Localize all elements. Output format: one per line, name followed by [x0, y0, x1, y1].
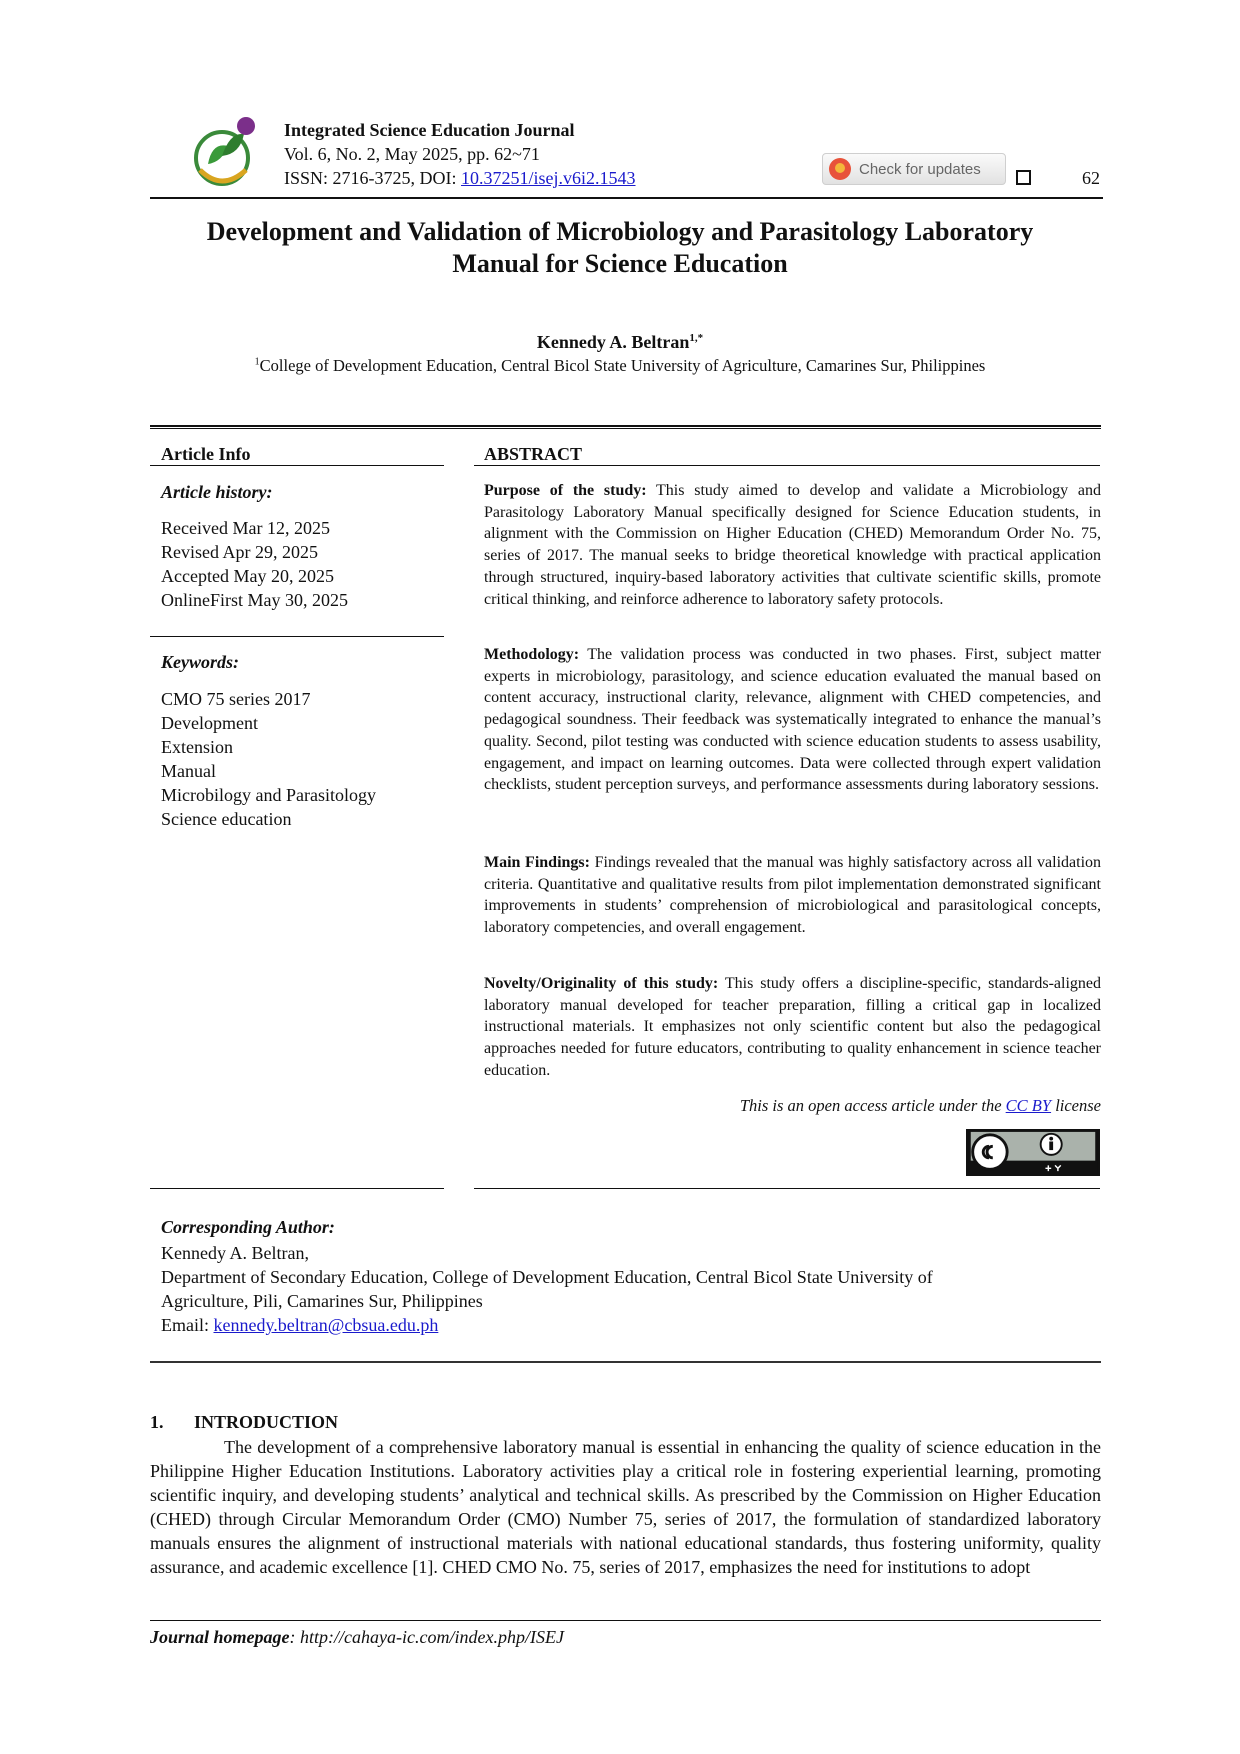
history-onlinefirst: OnlineFirst May 30, 2025	[161, 590, 348, 610]
keyword-item: Extension	[161, 737, 233, 757]
author-line	[140, 332, 1100, 353]
keywords-list	[161, 687, 376, 831]
page-number: 62	[1082, 168, 1100, 188]
open-access-notice	[484, 1096, 1101, 1116]
footer-label: Journal homepage	[150, 1627, 290, 1647]
abstract-heading: ABSTRACT	[484, 444, 583, 464]
header-rule	[150, 197, 1103, 199]
corresponding-dept-line-1: Department of Secondary Education, College of Development Education, Central Bicol State University of	[161, 1267, 933, 1287]
email-link[interactable]: kennedy.beltran@cbsua.edu.ph	[213, 1315, 439, 1335]
novelty-label: Novelty/Originality of this study:	[484, 975, 719, 992]
abstract-novelty	[484, 973, 1101, 1082]
license-suffix: license	[1051, 1096, 1101, 1115]
corresponding-name: Kennedy A. Beltran,	[161, 1243, 309, 1263]
keyword-item: Development	[161, 713, 258, 733]
history-received: Received Mar 12, 2025	[161, 518, 330, 538]
journal-logo-icon	[186, 112, 266, 192]
issn-text: ISSN: 2716-3725, DOI:	[284, 168, 462, 188]
abstract-rule	[474, 465, 1100, 466]
checkbox-square-icon	[1016, 170, 1031, 185]
journal-homepage-footer	[150, 1627, 564, 1648]
article-history-list	[161, 516, 348, 612]
corresponding-author-heading: Corresponding Author:	[161, 1217, 335, 1237]
article-info-rule	[150, 465, 444, 466]
keyword-item: CMO 75 series 2017	[161, 689, 311, 709]
keyword-item: Manual	[161, 761, 216, 781]
article-history-heading: Article history:	[161, 482, 273, 502]
crossmark-icon	[829, 158, 851, 180]
section-number: 1.	[150, 1412, 164, 1432]
footer-rule	[150, 1620, 1101, 1621]
license-prefix: This is an open access article under the	[739, 1096, 1006, 1115]
volume-line: Vol. 6, No. 2, May 2025, pp. 62~71	[284, 144, 540, 164]
abstract-methodology	[484, 644, 1101, 796]
author-name: Kennedy A. Beltran	[536, 332, 690, 352]
cc-by-link[interactable]: CC BY	[1005, 1096, 1052, 1115]
purpose-text: This study aimed to develop and validate a Microbiology and Parasitology Laboratory Manual specifically designed for Science Education students, in alignment with the Commission on Higher Education (CHED) Memorandum Order No. 75, series of 2017. The manual seeks to bridge theoretical knowledge with practical application through structured, inquiry-based laboratory activities that cultivate scientific skills, promote critical thinking, and reinforce adherence to laboratory safety protocols.	[484, 482, 1101, 608]
introduction-paragraph: The development of a comprehensive laboratory manual is essential in enhancing the quality of science education in the Philippine Higher Education Institutions. Laboratory activities play a critical role in fostering experiential learning, promoting scientific inquiry, and developing students’ analytical and technical skills. As prescribed by the Commission on Higher Education (CHED) through Circular Memorandum Order (CMO) Number 75, series of 2017, the formulation of standardized laboratory manuals ensures the alignment of instructional materials with national educational standards, thus fostering uniformity, quality assurance, and academic excellence [1]. CHED CMO No. 75, series of 2017, emphasizes the need for institutions to adopt	[150, 1437, 1101, 1577]
history-revised: Revised Apr 29, 2025	[161, 542, 318, 562]
abstract-purpose	[484, 480, 1101, 610]
check-for-updates-label: Check for updates	[859, 160, 981, 178]
author-sup: 1,*	[689, 332, 704, 344]
title-line-2: Manual for Science Education	[452, 249, 788, 278]
methodology-text: The validation process was conducted in two phases. First, subject matter experts in microbiology, parasitology, and science education evaluated the manual based on content accuracy, instructional clarity, relevance, alignment with CHED competencies, and pedagogical soundness. Their feedback was systematically integrated to enhance the manual’s quality. Second, pilot testing was conducted with science education students to assess usability, engagement, and impact on learning outcomes. Data were collected through expert validation checklists, student perception surveys, and performance assessments during laboratory sessions.	[484, 646, 1101, 794]
affiliation-text: College of Development Education, Central Bicol State University of Agriculture, Camarines Sur, Philippines	[259, 356, 986, 375]
findings-text: Findings revealed that the manual was highly satisfactory across all validation criteria. Quantitative and qualitative results from pilot implementation demonstrated significant improvements in students’ comprehension of microbiological and parasitological concepts, laboratory competencies, and overall engagement.	[484, 854, 1102, 937]
affiliation-sup: 1	[254, 356, 260, 368]
paper-title	[140, 216, 1100, 280]
corresponding-author-rule	[150, 1361, 1101, 1363]
affiliation-line	[120, 356, 1120, 376]
info-top-rule-thin	[150, 428, 1101, 429]
novelty-text: This study offers a discipline-specific, standards-aligned laboratory manual developed for teacher preparation, filling a critical gap in localized instructional materials. It emphasizes not only scientific content but also the pedagogical approaches needed for future educators, contributing to quality enhancement in science teacher education.	[484, 975, 1102, 1079]
corresponding-email-line	[161, 1313, 1101, 1337]
abstract-findings	[484, 852, 1101, 939]
check-for-updates-button[interactable]	[822, 153, 1006, 185]
corresponding-dept-line-2: Agriculture, Pili, Camarines Sur, Philippines	[161, 1291, 483, 1311]
journal-name: Integrated Science Education Journal	[284, 120, 575, 140]
methodology-label: Methodology:	[484, 646, 580, 663]
article-info-bottom-rule	[150, 1188, 444, 1189]
purpose-label: Purpose of the study:	[484, 482, 647, 499]
keyword-item: Microbilogy and Parasitology	[161, 785, 376, 805]
history-accepted: Accepted May 20, 2025	[161, 566, 334, 586]
footer-url[interactable]: : http://cahaya-ic.com/index.php/ISEJ	[289, 1627, 564, 1647]
cc-by-badge-icon[interactable]	[966, 1129, 1100, 1176]
title-line-1: Development and Validation of Microbiology and Parasitology Laboratory	[206, 217, 1034, 246]
abstract-bottom-rule	[474, 1188, 1100, 1189]
doi-link[interactable]: 10.37251/isej.v6i2.1543	[461, 168, 636, 188]
email-label: Email:	[161, 1315, 214, 1335]
corresponding-author-block	[161, 1241, 1101, 1337]
keywords-rule	[150, 636, 444, 637]
keywords-heading: Keywords:	[161, 652, 239, 672]
info-top-rule	[150, 425, 1101, 427]
section-heading-introduction: INTRODUCTION	[194, 1412, 339, 1432]
findings-label: Main Findings:	[484, 854, 590, 871]
keyword-item: Science education	[161, 809, 292, 829]
issn-doi-line	[284, 168, 636, 189]
article-info-heading: Article Info	[161, 444, 251, 464]
